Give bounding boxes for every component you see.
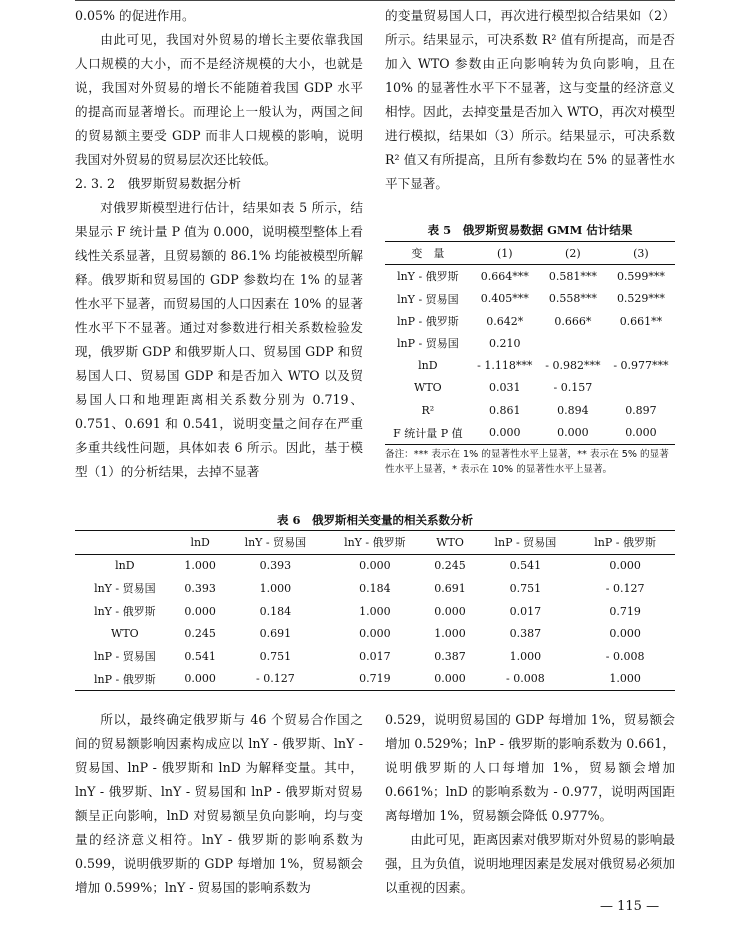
table-cell: 0.000 [184,604,216,618]
left-column [75,4,363,484]
table-cell: 0.210 [489,336,521,350]
table-header [75,531,175,555]
table-cell: lnP - 俄罗斯 [94,672,156,686]
table-cell: 0.664*** [480,269,529,283]
table5 [385,241,675,445]
table-cell: lnP - 贸易国 [94,650,156,664]
table-row [75,600,675,623]
table-row [385,310,675,332]
table-cell: - 0.127 [256,672,295,686]
table-cell: lnD [115,559,135,573]
table-cell: 0.861 [489,403,521,417]
table-cell: 0.000 [359,627,391,641]
table-cell: 0.691 [259,627,292,641]
table-cell: 0.184 [259,604,292,618]
table-header-row [75,531,675,555]
table-cell: 0.751 [259,649,292,663]
table-cell: lnY - 贸易国 [397,292,459,306]
table-cell: lnP - 俄罗斯 [397,315,459,329]
table-header: (1) [496,246,513,260]
table-header: lnP - 贸易国 [494,536,557,550]
paragraph: 0.529，说明贸易国的 GDP 每增加 1%，贸易额会增加 0.529%；lnP - 俄罗斯的影响系数为 0.661，说明俄罗斯的人口每增加 1%，贸易额会增加 0.661%；lnD 的影响系数为 - 0.977，说明两国距离每增加 1%，贸易额会降低 0.977%。 [385,712,675,823]
table-cell: 0.719 [359,672,391,686]
page-number: — 115 — [600,899,660,914]
table-cell: 0.245 [434,559,466,573]
table-row [385,332,675,354]
table-cell [607,377,675,399]
table-cell: F 统计量 P 值 [393,426,463,440]
table-cell: 0.541 [184,649,216,663]
table-header: lnY - 俄罗斯 [344,536,406,550]
table-cell: - 0.008 [605,649,645,663]
table-cell: 1.000 [359,604,391,618]
table-cell: 0.558*** [548,292,597,306]
table-cell: lnY - 贸易国 [94,582,156,596]
table-cell: 0.581*** [548,269,597,283]
table-cell: 1.000 [509,649,542,663]
table-cell: - 0.977*** [613,359,669,373]
table-cell [607,332,675,354]
table-cell: 0.691 [434,581,466,595]
table-row [75,577,675,600]
table-cell: 0.719 [609,604,641,618]
table-row [385,288,675,310]
table-cell: 0.393 [259,559,292,573]
table-cell: 0.000 [184,672,216,686]
table-row [75,668,675,691]
table-header: lnP - 俄罗斯 [594,536,656,550]
table-cell: 0.000 [489,426,521,440]
table-cell: lnY - 俄罗斯 [94,605,156,619]
table-cell: 0.666* [554,314,592,328]
table-cell: 0.000 [625,426,657,440]
table-cell: 0.751 [509,581,542,595]
table-cell: - 1.118*** [477,359,533,373]
table-row [75,645,675,668]
table-cell: 0.897 [625,403,657,417]
table-row [75,554,675,577]
table-cell: 1.000 [609,672,641,686]
table-cell: - 0.008 [506,672,545,686]
table-cell: 0.000 [359,559,391,573]
paragraph: 所以，最终确定俄罗斯与 46 个贸易合作国之间的贸易额影响因素构成应以 lnY - 俄罗斯、lnY - 贸易国、lnP - 俄罗斯和 lnD 为解释变量。其中，lnY - 俄罗斯、lnY - 贸易国和 lnP - 俄罗斯对贸易额呈正向影响，lnD 对贸易额呈负向影响，均与变量的经济意义相符。lnY - 俄罗斯的影响系数为 0.599，说明俄罗斯的 GDP 每增加 1%，贸易额会增加 0.599%；lnY - 贸易国的影响系数为 [75,712,363,895]
table-cell: 0.245 [184,627,216,641]
table-cell: 1.000 [434,627,466,641]
bottom-right-column [385,708,675,900]
table-cell: lnD [418,359,438,373]
table-header: (2) [565,246,581,260]
table-cell: 0.599*** [616,269,665,283]
paragraph: 对俄罗斯模型进行估计，结果如表 5 所示，结果显示 F 统计量 P 值为 0.000，说明模型整体上看线性关系显著，且贸易额的 86.1% 均能被模型所解释。俄罗斯和贸易国的 GDP 参数均在 1% 的显著性水平下显著，而贸易国的人口因素在 10% 的显著性水平下不显著。通过对参数进行相关系数检验发现，俄罗斯 GDP 和俄罗斯人口、贸易国 GDP 和贸易国人口、贸易国 GDP 和是否加入 WTO 以及贸易国人口和地理距离相关系数分别为 0.719、0.751、0.691 和 0.541，说明变量之间存在严重多重共线性问题，具体如表 6 所示。因此，基于模型（1）的分析结果，去掉不显著 [75,200,363,479]
table-cell: 0.894 [557,403,589,417]
paragraph: 0.05% 的促进作用。 [75,8,195,23]
right-column [385,4,675,196]
table-cell: R² [421,403,435,417]
table-cell: 0.000 [434,672,466,686]
paragraph: 由此可见，我国对外贸易的增长主要依靠我国人口规模的大小，而不是经济规模的大小，也就是说，我国对外贸易的增长不能随着我国 GDP 水平的提高而显著增长。而理论上一般认为，两国之间的贸易额主要受 GDP 而非人口规模的影响，说明我国对外贸易的贸易层次还比较低。 [75,32,363,167]
table-cell: lnP - 贸易国 [397,337,459,351]
table-cell: 0.393 [184,581,216,595]
table-cell: lnY - 俄罗斯 [397,270,459,284]
table-cell: - 0.127 [605,581,645,595]
table-cell: 0.000 [557,426,589,440]
table-cell: 1.000 [184,559,216,573]
table6-caption: 表 6 俄罗斯相关变量的相关系数分析 [276,513,473,527]
table-row [75,622,675,645]
table-row [385,265,675,288]
bottom-left-column [75,708,363,900]
table-cell: WTO [414,381,442,395]
table-row [385,421,675,444]
table-cell: 0.387 [509,627,542,641]
table-row [385,399,675,421]
table-cell: WTO [111,627,139,641]
table-cell: 0.000 [434,604,466,618]
table-cell: 0.529*** [616,292,665,306]
table-cell: 0.405*** [480,292,529,306]
table-header: 变 量 [411,247,445,261]
table-row [385,354,675,376]
table-cell: 0.184 [359,581,391,595]
table-header-row [385,242,675,265]
top-rule [75,0,675,1]
table-cell [539,332,607,354]
table-cell: 0.017 [359,649,391,663]
table-header: (3) [633,246,649,260]
table-header: lnY - 贸易国 [244,536,307,550]
table-header: lnD [190,535,210,549]
table5-note: 备注：*** 表示在 1% 的显著性水平上显著，** 表示在 5% 的显著性水平上显著，* 表示在 10% 的显著性水平上显著。 [385,449,669,475]
table-cell: 0.642* [486,314,524,328]
table-header: WTO [436,535,464,549]
table-cell: - 0.982*** [545,359,601,373]
paragraph: 由此可见，距离因素对俄罗斯对外贸易的影响最强，且为负值，说明地理因素是发展对俄贸易必须加以重视的因素。 [385,832,675,895]
table6 [75,530,675,691]
table-cell: 0.000 [609,627,641,641]
table5-caption: 表 5 俄罗斯贸易数据 GMM 估计结果 [427,223,633,237]
table-cell: 0.000 [609,559,641,573]
table-row [385,377,675,399]
table-cell: 0.387 [434,649,466,663]
table-cell: 0.661** [619,314,663,328]
table-cell: 1.000 [259,581,292,595]
section-heading: 2. 3. 2 俄罗斯贸易数据分析 [75,176,241,191]
table-cell: - 0.157 [553,381,593,395]
table-cell: 0.017 [509,604,542,618]
table-cell: 0.031 [489,381,521,395]
table-cell: 0.541 [509,559,542,573]
paragraph: 的变量贸易国人口，再次进行模型拟合结果如（2）所示。结果显示，可决系数 R² 值有所提高，而是否加入 WTO 参数由正向影响转为负向影响，且在 10% 的显著性水平下不显著，这与变量的经济意义相悖。因此，去掉变量是否加入 WTO，再次对模型进行模拟，结果如（3）所示。结果显示，可决系数 R² 值又有所提高，且所有参数均在 5% 的显著性水平下显著。 [385,8,675,191]
